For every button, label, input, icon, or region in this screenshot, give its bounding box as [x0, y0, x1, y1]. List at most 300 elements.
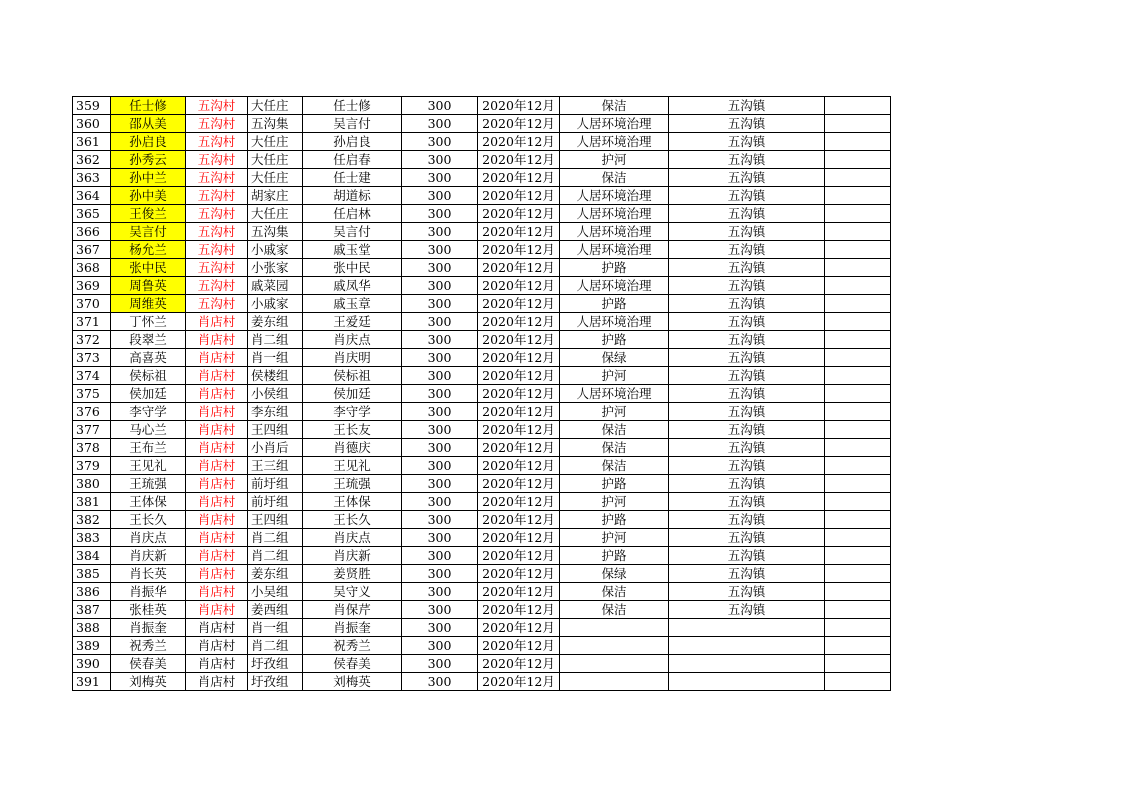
group-cell[interactable]: 小张家 [248, 259, 303, 277]
empty-cell[interactable] [825, 565, 891, 583]
town-cell[interactable]: 五沟镇 [669, 169, 825, 187]
village-cell[interactable]: 肖店村 [186, 349, 248, 367]
amount-cell[interactable]: 300 [402, 385, 478, 403]
amount-cell[interactable]: 300 [402, 313, 478, 331]
job-cell[interactable]: 护路 [560, 331, 669, 349]
amount-cell[interactable]: 300 [402, 583, 478, 601]
job-cell[interactable]: 人居环境治理 [560, 133, 669, 151]
empty-cell[interactable] [825, 439, 891, 457]
amount-cell[interactable]: 300 [402, 547, 478, 565]
row-number-cell[interactable]: 391 [73, 673, 111, 691]
amount-cell[interactable]: 300 [402, 367, 478, 385]
job-cell[interactable]: 保洁 [560, 601, 669, 619]
date-cell[interactable]: 2020年12月 [478, 349, 560, 367]
row-number-cell[interactable]: 366 [73, 223, 111, 241]
empty-cell[interactable] [825, 637, 891, 655]
name-cell[interactable]: 段翠兰 [111, 331, 186, 349]
amount-cell[interactable]: 300 [402, 115, 478, 133]
empty-cell[interactable] [825, 187, 891, 205]
row-number-cell[interactable]: 364 [73, 187, 111, 205]
name-cell[interactable]: 李守学 [111, 403, 186, 421]
date-cell[interactable]: 2020年12月 [478, 547, 560, 565]
empty-cell[interactable] [825, 151, 891, 169]
empty-cell[interactable] [825, 313, 891, 331]
payee-cell[interactable]: 戚玉堂 [303, 241, 402, 259]
amount-cell[interactable]: 300 [402, 637, 478, 655]
town-cell[interactable]: 五沟镇 [669, 475, 825, 493]
date-cell[interactable]: 2020年12月 [478, 511, 560, 529]
amount-cell[interactable]: 300 [402, 457, 478, 475]
name-cell[interactable]: 侯加廷 [111, 385, 186, 403]
empty-cell[interactable] [825, 529, 891, 547]
amount-cell[interactable]: 300 [402, 223, 478, 241]
job-cell[interactable]: 护河 [560, 529, 669, 547]
row-number-cell[interactable]: 381 [73, 493, 111, 511]
town-cell[interactable]: 五沟镇 [669, 583, 825, 601]
town-cell[interactable]: 五沟镇 [669, 277, 825, 295]
payee-cell[interactable]: 任启林 [303, 205, 402, 223]
group-cell[interactable]: 大任庄 [248, 205, 303, 223]
name-cell[interactable]: 吴言付 [111, 223, 186, 241]
payee-cell[interactable]: 戚凤华 [303, 277, 402, 295]
job-cell[interactable] [560, 673, 669, 691]
payee-cell[interactable]: 任士建 [303, 169, 402, 187]
job-cell[interactable]: 人居环境治理 [560, 205, 669, 223]
job-cell[interactable]: 保洁 [560, 457, 669, 475]
payee-cell[interactable]: 胡道标 [303, 187, 402, 205]
amount-cell[interactable]: 300 [402, 511, 478, 529]
town-cell[interactable]: 五沟镇 [669, 421, 825, 439]
row-number-cell[interactable]: 373 [73, 349, 111, 367]
group-cell[interactable]: 肖二组 [248, 529, 303, 547]
name-cell[interactable]: 王体保 [111, 493, 186, 511]
payee-cell[interactable]: 肖庆新 [303, 547, 402, 565]
name-cell[interactable]: 马心兰 [111, 421, 186, 439]
name-cell[interactable]: 王俊兰 [111, 205, 186, 223]
row-number-cell[interactable]: 376 [73, 403, 111, 421]
name-cell[interactable]: 侯标祖 [111, 367, 186, 385]
name-cell[interactable]: 孙秀云 [111, 151, 186, 169]
name-cell[interactable]: 张桂英 [111, 601, 186, 619]
amount-cell[interactable]: 300 [402, 295, 478, 313]
town-cell[interactable]: 五沟镇 [669, 151, 825, 169]
date-cell[interactable]: 2020年12月 [478, 529, 560, 547]
empty-cell[interactable] [825, 583, 891, 601]
name-cell[interactable]: 肖振奎 [111, 619, 186, 637]
date-cell[interactable]: 2020年12月 [478, 367, 560, 385]
payee-cell[interactable]: 王琉强 [303, 475, 402, 493]
date-cell[interactable]: 2020年12月 [478, 205, 560, 223]
row-number-cell[interactable]: 362 [73, 151, 111, 169]
group-cell[interactable]: 姜东组 [248, 565, 303, 583]
job-cell[interactable]: 保洁 [560, 439, 669, 457]
village-cell[interactable]: 肖店村 [186, 601, 248, 619]
name-cell[interactable]: 侯春美 [111, 655, 186, 673]
job-cell[interactable] [560, 655, 669, 673]
group-cell[interactable]: 小肖后 [248, 439, 303, 457]
name-cell[interactable]: 肖庆点 [111, 529, 186, 547]
town-cell[interactable]: 五沟镇 [669, 367, 825, 385]
row-number-cell[interactable]: 368 [73, 259, 111, 277]
job-cell[interactable]: 保洁 [560, 421, 669, 439]
row-number-cell[interactable]: 359 [73, 97, 111, 115]
payee-cell[interactable]: 姜贤胜 [303, 565, 402, 583]
row-number-cell[interactable]: 372 [73, 331, 111, 349]
empty-cell[interactable] [825, 295, 891, 313]
date-cell[interactable]: 2020年12月 [478, 565, 560, 583]
town-cell[interactable]: 五沟镇 [669, 493, 825, 511]
village-cell[interactable]: 肖店村 [186, 403, 248, 421]
town-cell[interactable] [669, 619, 825, 637]
job-cell[interactable]: 人居环境治理 [560, 313, 669, 331]
group-cell[interactable]: 圩孜组 [248, 673, 303, 691]
name-cell[interactable]: 周维英 [111, 295, 186, 313]
payee-cell[interactable]: 侯春美 [303, 655, 402, 673]
group-cell[interactable]: 李东组 [248, 403, 303, 421]
amount-cell[interactable]: 300 [402, 97, 478, 115]
group-cell[interactable]: 王四组 [248, 421, 303, 439]
name-cell[interactable]: 刘梅英 [111, 673, 186, 691]
payee-cell[interactable]: 戚玉章 [303, 295, 402, 313]
payee-cell[interactable]: 吴言付 [303, 223, 402, 241]
row-number-cell[interactable]: 363 [73, 169, 111, 187]
amount-cell[interactable]: 300 [402, 331, 478, 349]
empty-cell[interactable] [825, 511, 891, 529]
date-cell[interactable]: 2020年12月 [478, 493, 560, 511]
empty-cell[interactable] [825, 385, 891, 403]
job-cell[interactable]: 护河 [560, 151, 669, 169]
amount-cell[interactable]: 300 [402, 601, 478, 619]
empty-cell[interactable] [825, 619, 891, 637]
group-cell[interactable]: 侯楼组 [248, 367, 303, 385]
town-cell[interactable]: 五沟镇 [669, 259, 825, 277]
payee-cell[interactable]: 吴守义 [303, 583, 402, 601]
date-cell[interactable]: 2020年12月 [478, 151, 560, 169]
name-cell[interactable]: 孙中兰 [111, 169, 186, 187]
row-number-cell[interactable]: 384 [73, 547, 111, 565]
job-cell[interactable] [560, 619, 669, 637]
group-cell[interactable]: 戚菜园 [248, 277, 303, 295]
row-number-cell[interactable]: 380 [73, 475, 111, 493]
group-cell[interactable]: 五沟集 [248, 115, 303, 133]
date-cell[interactable]: 2020年12月 [478, 115, 560, 133]
empty-cell[interactable] [825, 547, 891, 565]
date-cell[interactable]: 2020年12月 [478, 457, 560, 475]
village-cell[interactable]: 五沟村 [186, 151, 248, 169]
amount-cell[interactable]: 300 [402, 655, 478, 673]
town-cell[interactable]: 五沟镇 [669, 565, 825, 583]
group-cell[interactable]: 小侯组 [248, 385, 303, 403]
payee-cell[interactable]: 吴言付 [303, 115, 402, 133]
empty-cell[interactable] [825, 601, 891, 619]
payee-cell[interactable]: 李守学 [303, 403, 402, 421]
row-number-cell[interactable]: 377 [73, 421, 111, 439]
village-cell[interactable]: 肖店村 [186, 457, 248, 475]
town-cell[interactable]: 五沟镇 [669, 601, 825, 619]
empty-cell[interactable] [825, 655, 891, 673]
payee-cell[interactable]: 肖庆点 [303, 331, 402, 349]
name-cell[interactable]: 杨允兰 [111, 241, 186, 259]
name-cell[interactable]: 王见礼 [111, 457, 186, 475]
payee-cell[interactable]: 孙启良 [303, 133, 402, 151]
date-cell[interactable]: 2020年12月 [478, 655, 560, 673]
date-cell[interactable]: 2020年12月 [478, 259, 560, 277]
group-cell[interactable]: 小吴组 [248, 583, 303, 601]
empty-cell[interactable] [825, 133, 891, 151]
village-cell[interactable]: 五沟村 [186, 97, 248, 115]
empty-cell[interactable] [825, 457, 891, 475]
empty-cell[interactable] [825, 331, 891, 349]
date-cell[interactable]: 2020年12月 [478, 295, 560, 313]
empty-cell[interactable] [825, 367, 891, 385]
village-cell[interactable]: 五沟村 [186, 133, 248, 151]
empty-cell[interactable] [825, 115, 891, 133]
amount-cell[interactable]: 300 [402, 565, 478, 583]
town-cell[interactable]: 五沟镇 [669, 547, 825, 565]
row-number-cell[interactable]: 386 [73, 583, 111, 601]
payee-cell[interactable]: 王长久 [303, 511, 402, 529]
empty-cell[interactable] [825, 205, 891, 223]
group-cell[interactable]: 前圩组 [248, 475, 303, 493]
empty-cell[interactable] [825, 349, 891, 367]
row-number-cell[interactable]: 371 [73, 313, 111, 331]
group-cell[interactable]: 大任庄 [248, 97, 303, 115]
village-cell[interactable]: 肖店村 [186, 313, 248, 331]
town-cell[interactable]: 五沟镇 [669, 349, 825, 367]
date-cell[interactable]: 2020年12月 [478, 169, 560, 187]
group-cell[interactable]: 姜西组 [248, 601, 303, 619]
name-cell[interactable]: 张中民 [111, 259, 186, 277]
amount-cell[interactable]: 300 [402, 205, 478, 223]
job-cell[interactable]: 护河 [560, 403, 669, 421]
date-cell[interactable]: 2020年12月 [478, 439, 560, 457]
name-cell[interactable]: 周鲁英 [111, 277, 186, 295]
village-cell[interactable]: 五沟村 [186, 241, 248, 259]
job-cell[interactable]: 保洁 [560, 583, 669, 601]
row-number-cell[interactable]: 365 [73, 205, 111, 223]
amount-cell[interactable]: 300 [402, 349, 478, 367]
group-cell[interactable]: 大任庄 [248, 151, 303, 169]
village-cell[interactable]: 肖店村 [186, 331, 248, 349]
town-cell[interactable]: 五沟镇 [669, 439, 825, 457]
town-cell[interactable]: 五沟镇 [669, 295, 825, 313]
village-cell[interactable]: 五沟村 [186, 295, 248, 313]
village-cell[interactable]: 肖店村 [186, 493, 248, 511]
name-cell[interactable]: 肖庆新 [111, 547, 186, 565]
payee-cell[interactable]: 刘梅英 [303, 673, 402, 691]
row-number-cell[interactable]: 375 [73, 385, 111, 403]
row-number-cell[interactable]: 361 [73, 133, 111, 151]
job-cell[interactable]: 护路 [560, 295, 669, 313]
date-cell[interactable]: 2020年12月 [478, 673, 560, 691]
amount-cell[interactable]: 300 [402, 133, 478, 151]
payee-cell[interactable]: 肖振奎 [303, 619, 402, 637]
group-cell[interactable]: 王四组 [248, 511, 303, 529]
town-cell[interactable]: 五沟镇 [669, 97, 825, 115]
name-cell[interactable]: 肖振华 [111, 583, 186, 601]
village-cell[interactable]: 五沟村 [186, 169, 248, 187]
row-number-cell[interactable]: 385 [73, 565, 111, 583]
empty-cell[interactable] [825, 277, 891, 295]
empty-cell[interactable] [825, 223, 891, 241]
town-cell[interactable] [669, 655, 825, 673]
date-cell[interactable]: 2020年12月 [478, 223, 560, 241]
date-cell[interactable]: 2020年12月 [478, 583, 560, 601]
village-cell[interactable]: 肖店村 [186, 583, 248, 601]
empty-cell[interactable] [825, 169, 891, 187]
job-cell[interactable]: 人居环境治理 [560, 385, 669, 403]
date-cell[interactable]: 2020年12月 [478, 403, 560, 421]
group-cell[interactable]: 肖一组 [248, 349, 303, 367]
job-cell[interactable]: 护路 [560, 259, 669, 277]
job-cell[interactable]: 保绿 [560, 565, 669, 583]
payee-cell[interactable]: 肖庆点 [303, 529, 402, 547]
date-cell[interactable]: 2020年12月 [478, 133, 560, 151]
payee-cell[interactable]: 祝秀兰 [303, 637, 402, 655]
village-cell[interactable]: 肖店村 [186, 655, 248, 673]
amount-cell[interactable]: 300 [402, 403, 478, 421]
amount-cell[interactable]: 300 [402, 475, 478, 493]
name-cell[interactable]: 邵从美 [111, 115, 186, 133]
date-cell[interactable]: 2020年12月 [478, 619, 560, 637]
village-cell[interactable]: 五沟村 [186, 115, 248, 133]
empty-cell[interactable] [825, 421, 891, 439]
row-number-cell[interactable]: 389 [73, 637, 111, 655]
row-number-cell[interactable]: 388 [73, 619, 111, 637]
group-cell[interactable]: 圩孜组 [248, 655, 303, 673]
town-cell[interactable]: 五沟镇 [669, 529, 825, 547]
town-cell[interactable]: 五沟镇 [669, 241, 825, 259]
job-cell[interactable]: 人居环境治理 [560, 115, 669, 133]
row-number-cell[interactable]: 367 [73, 241, 111, 259]
row-number-cell[interactable]: 387 [73, 601, 111, 619]
amount-cell[interactable]: 300 [402, 169, 478, 187]
payee-cell[interactable]: 张中民 [303, 259, 402, 277]
town-cell[interactable]: 五沟镇 [669, 403, 825, 421]
village-cell[interactable]: 肖店村 [186, 547, 248, 565]
village-cell[interactable]: 肖店村 [186, 529, 248, 547]
job-cell[interactable]: 保绿 [560, 349, 669, 367]
job-cell[interactable]: 人居环境治理 [560, 277, 669, 295]
payee-cell[interactable]: 王见礼 [303, 457, 402, 475]
empty-cell[interactable] [825, 97, 891, 115]
group-cell[interactable]: 肖二组 [248, 637, 303, 655]
amount-cell[interactable]: 300 [402, 673, 478, 691]
amount-cell[interactable]: 300 [402, 439, 478, 457]
payee-cell[interactable]: 侯标祖 [303, 367, 402, 385]
job-cell[interactable]: 护路 [560, 475, 669, 493]
amount-cell[interactable]: 300 [402, 493, 478, 511]
row-number-cell[interactable]: 378 [73, 439, 111, 457]
empty-cell[interactable] [825, 673, 891, 691]
row-number-cell[interactable]: 390 [73, 655, 111, 673]
town-cell[interactable]: 五沟镇 [669, 331, 825, 349]
amount-cell[interactable]: 300 [402, 421, 478, 439]
group-cell[interactable]: 王三组 [248, 457, 303, 475]
amount-cell[interactable]: 300 [402, 187, 478, 205]
name-cell[interactable]: 孙中美 [111, 187, 186, 205]
payee-cell[interactable]: 任启春 [303, 151, 402, 169]
empty-cell[interactable] [825, 493, 891, 511]
village-cell[interactable]: 五沟村 [186, 259, 248, 277]
date-cell[interactable]: 2020年12月 [478, 475, 560, 493]
payee-cell[interactable]: 王体保 [303, 493, 402, 511]
row-number-cell[interactable]: 360 [73, 115, 111, 133]
village-cell[interactable]: 肖店村 [186, 421, 248, 439]
row-number-cell[interactable]: 382 [73, 511, 111, 529]
village-cell[interactable]: 五沟村 [186, 223, 248, 241]
date-cell[interactable]: 2020年12月 [478, 97, 560, 115]
name-cell[interactable]: 祝秀兰 [111, 637, 186, 655]
group-cell[interactable]: 肖二组 [248, 547, 303, 565]
village-cell[interactable]: 五沟村 [186, 277, 248, 295]
group-cell[interactable]: 肖一组 [248, 619, 303, 637]
amount-cell[interactable]: 300 [402, 151, 478, 169]
date-cell[interactable]: 2020年12月 [478, 601, 560, 619]
town-cell[interactable]: 五沟镇 [669, 133, 825, 151]
village-cell[interactable]: 肖店村 [186, 511, 248, 529]
group-cell[interactable]: 五沟集 [248, 223, 303, 241]
group-cell[interactable]: 肖二组 [248, 331, 303, 349]
payee-cell[interactable]: 肖德庆 [303, 439, 402, 457]
empty-cell[interactable] [825, 403, 891, 421]
job-cell[interactable] [560, 637, 669, 655]
group-cell[interactable]: 大任庄 [248, 133, 303, 151]
amount-cell[interactable]: 300 [402, 277, 478, 295]
payee-cell[interactable]: 任士修 [303, 97, 402, 115]
row-number-cell[interactable]: 369 [73, 277, 111, 295]
name-cell[interactable]: 高喜英 [111, 349, 186, 367]
job-cell[interactable]: 护河 [560, 367, 669, 385]
job-cell[interactable]: 人居环境治理 [560, 241, 669, 259]
village-cell[interactable]: 五沟村 [186, 205, 248, 223]
town-cell[interactable]: 五沟镇 [669, 385, 825, 403]
group-cell[interactable]: 小戚家 [248, 295, 303, 313]
amount-cell[interactable]: 300 [402, 241, 478, 259]
name-cell[interactable]: 肖长英 [111, 565, 186, 583]
village-cell[interactable]: 肖店村 [186, 475, 248, 493]
town-cell[interactable]: 五沟镇 [669, 115, 825, 133]
payee-cell[interactable]: 侯加廷 [303, 385, 402, 403]
date-cell[interactable]: 2020年12月 [478, 313, 560, 331]
job-cell[interactable]: 护路 [560, 547, 669, 565]
town-cell[interactable]: 五沟镇 [669, 457, 825, 475]
village-cell[interactable]: 肖店村 [186, 385, 248, 403]
date-cell[interactable]: 2020年12月 [478, 187, 560, 205]
job-cell[interactable]: 保洁 [560, 97, 669, 115]
job-cell[interactable]: 护河 [560, 493, 669, 511]
job-cell[interactable]: 人居环境治理 [560, 187, 669, 205]
payee-cell[interactable]: 王爱廷 [303, 313, 402, 331]
amount-cell[interactable]: 300 [402, 529, 478, 547]
name-cell[interactable]: 孙启良 [111, 133, 186, 151]
group-cell[interactable]: 胡家庄 [248, 187, 303, 205]
town-cell[interactable]: 五沟镇 [669, 205, 825, 223]
row-number-cell[interactable]: 379 [73, 457, 111, 475]
village-cell[interactable]: 肖店村 [186, 367, 248, 385]
date-cell[interactable]: 2020年12月 [478, 385, 560, 403]
group-cell[interactable]: 小戚家 [248, 241, 303, 259]
amount-cell[interactable]: 300 [402, 259, 478, 277]
group-cell[interactable]: 姜东组 [248, 313, 303, 331]
town-cell[interactable]: 五沟镇 [669, 223, 825, 241]
name-cell[interactable]: 丁怀兰 [111, 313, 186, 331]
row-number-cell[interactable]: 383 [73, 529, 111, 547]
payee-cell[interactable]: 王长友 [303, 421, 402, 439]
payee-cell[interactable]: 肖庆明 [303, 349, 402, 367]
payee-cell[interactable]: 肖保芹 [303, 601, 402, 619]
village-cell[interactable]: 肖店村 [186, 637, 248, 655]
